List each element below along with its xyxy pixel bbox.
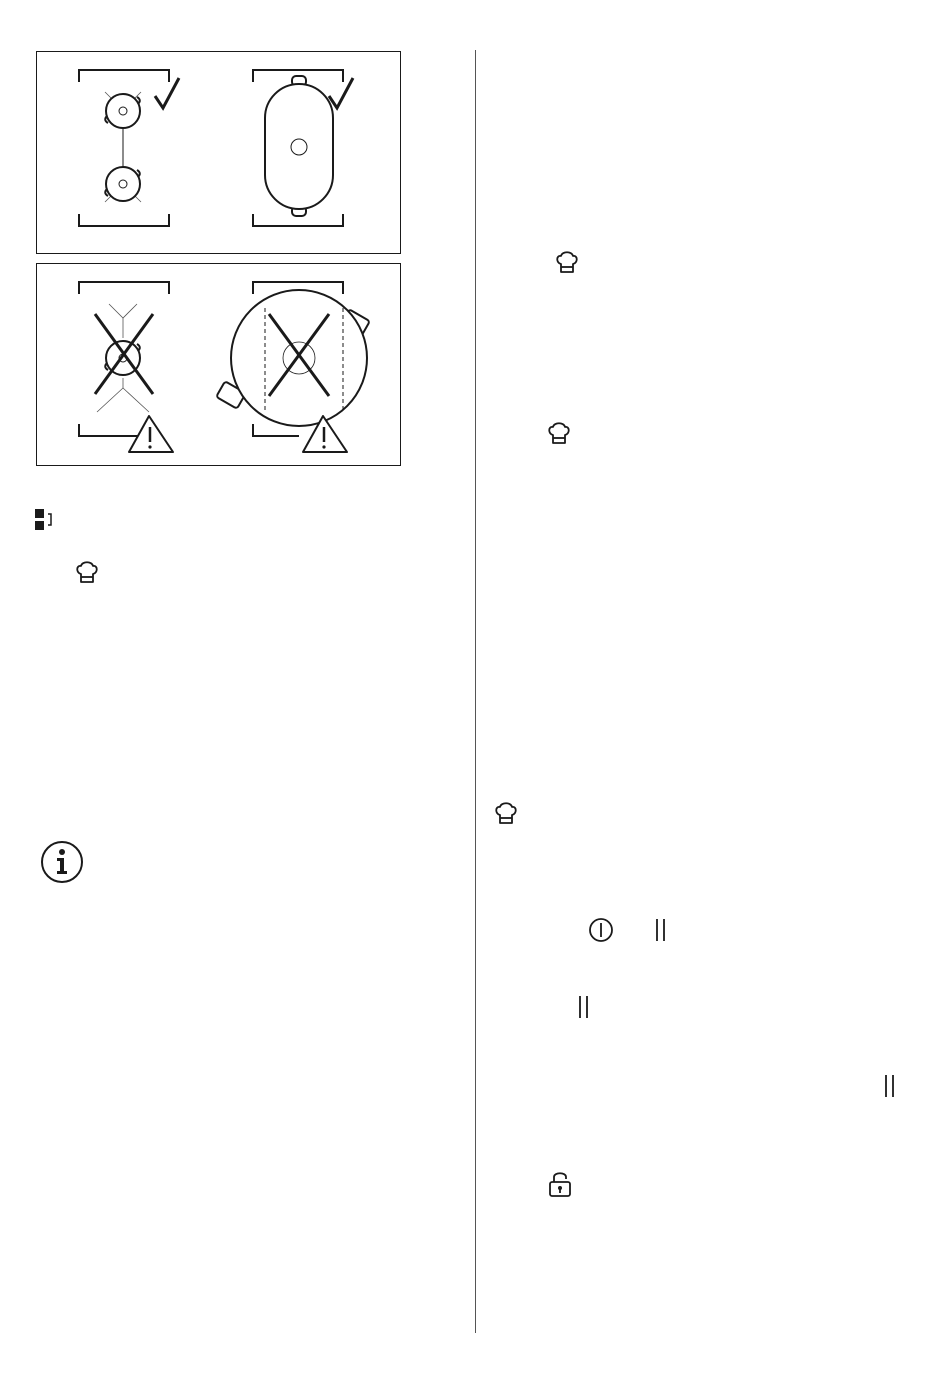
cross-icon — [95, 314, 153, 394]
chef-hat-icon — [76, 560, 98, 584]
zone-bridge-icon — [35, 508, 57, 532]
power-icon — [588, 917, 614, 943]
column-divider — [475, 50, 476, 1333]
warning-icon — [129, 416, 173, 452]
small-pan-icon — [105, 167, 140, 201]
correct-placement-illustration — [37, 52, 400, 253]
chef-hat-icon — [495, 801, 517, 825]
chef-hat-icon — [548, 421, 570, 445]
cooking-zone-bracket — [79, 214, 169, 226]
cooking-zone-bracket — [79, 70, 169, 82]
chef-hat-icon — [556, 250, 578, 274]
info-icon — [40, 840, 84, 884]
oversized-pan-icon — [216, 290, 370, 426]
pause-icon — [883, 1073, 897, 1099]
incorrect-placement-illustration — [37, 264, 400, 465]
checkmark-icon — [329, 78, 353, 108]
incorrect-placement-figure — [36, 263, 401, 466]
oval-pan-icon — [265, 76, 333, 216]
checkmark-icon — [155, 78, 179, 108]
small-pan-icon — [105, 94, 140, 128]
pause-icon — [577, 994, 591, 1020]
pause-icon — [654, 917, 668, 943]
lock-icon — [548, 1170, 572, 1198]
correct-placement-figure — [36, 51, 401, 254]
